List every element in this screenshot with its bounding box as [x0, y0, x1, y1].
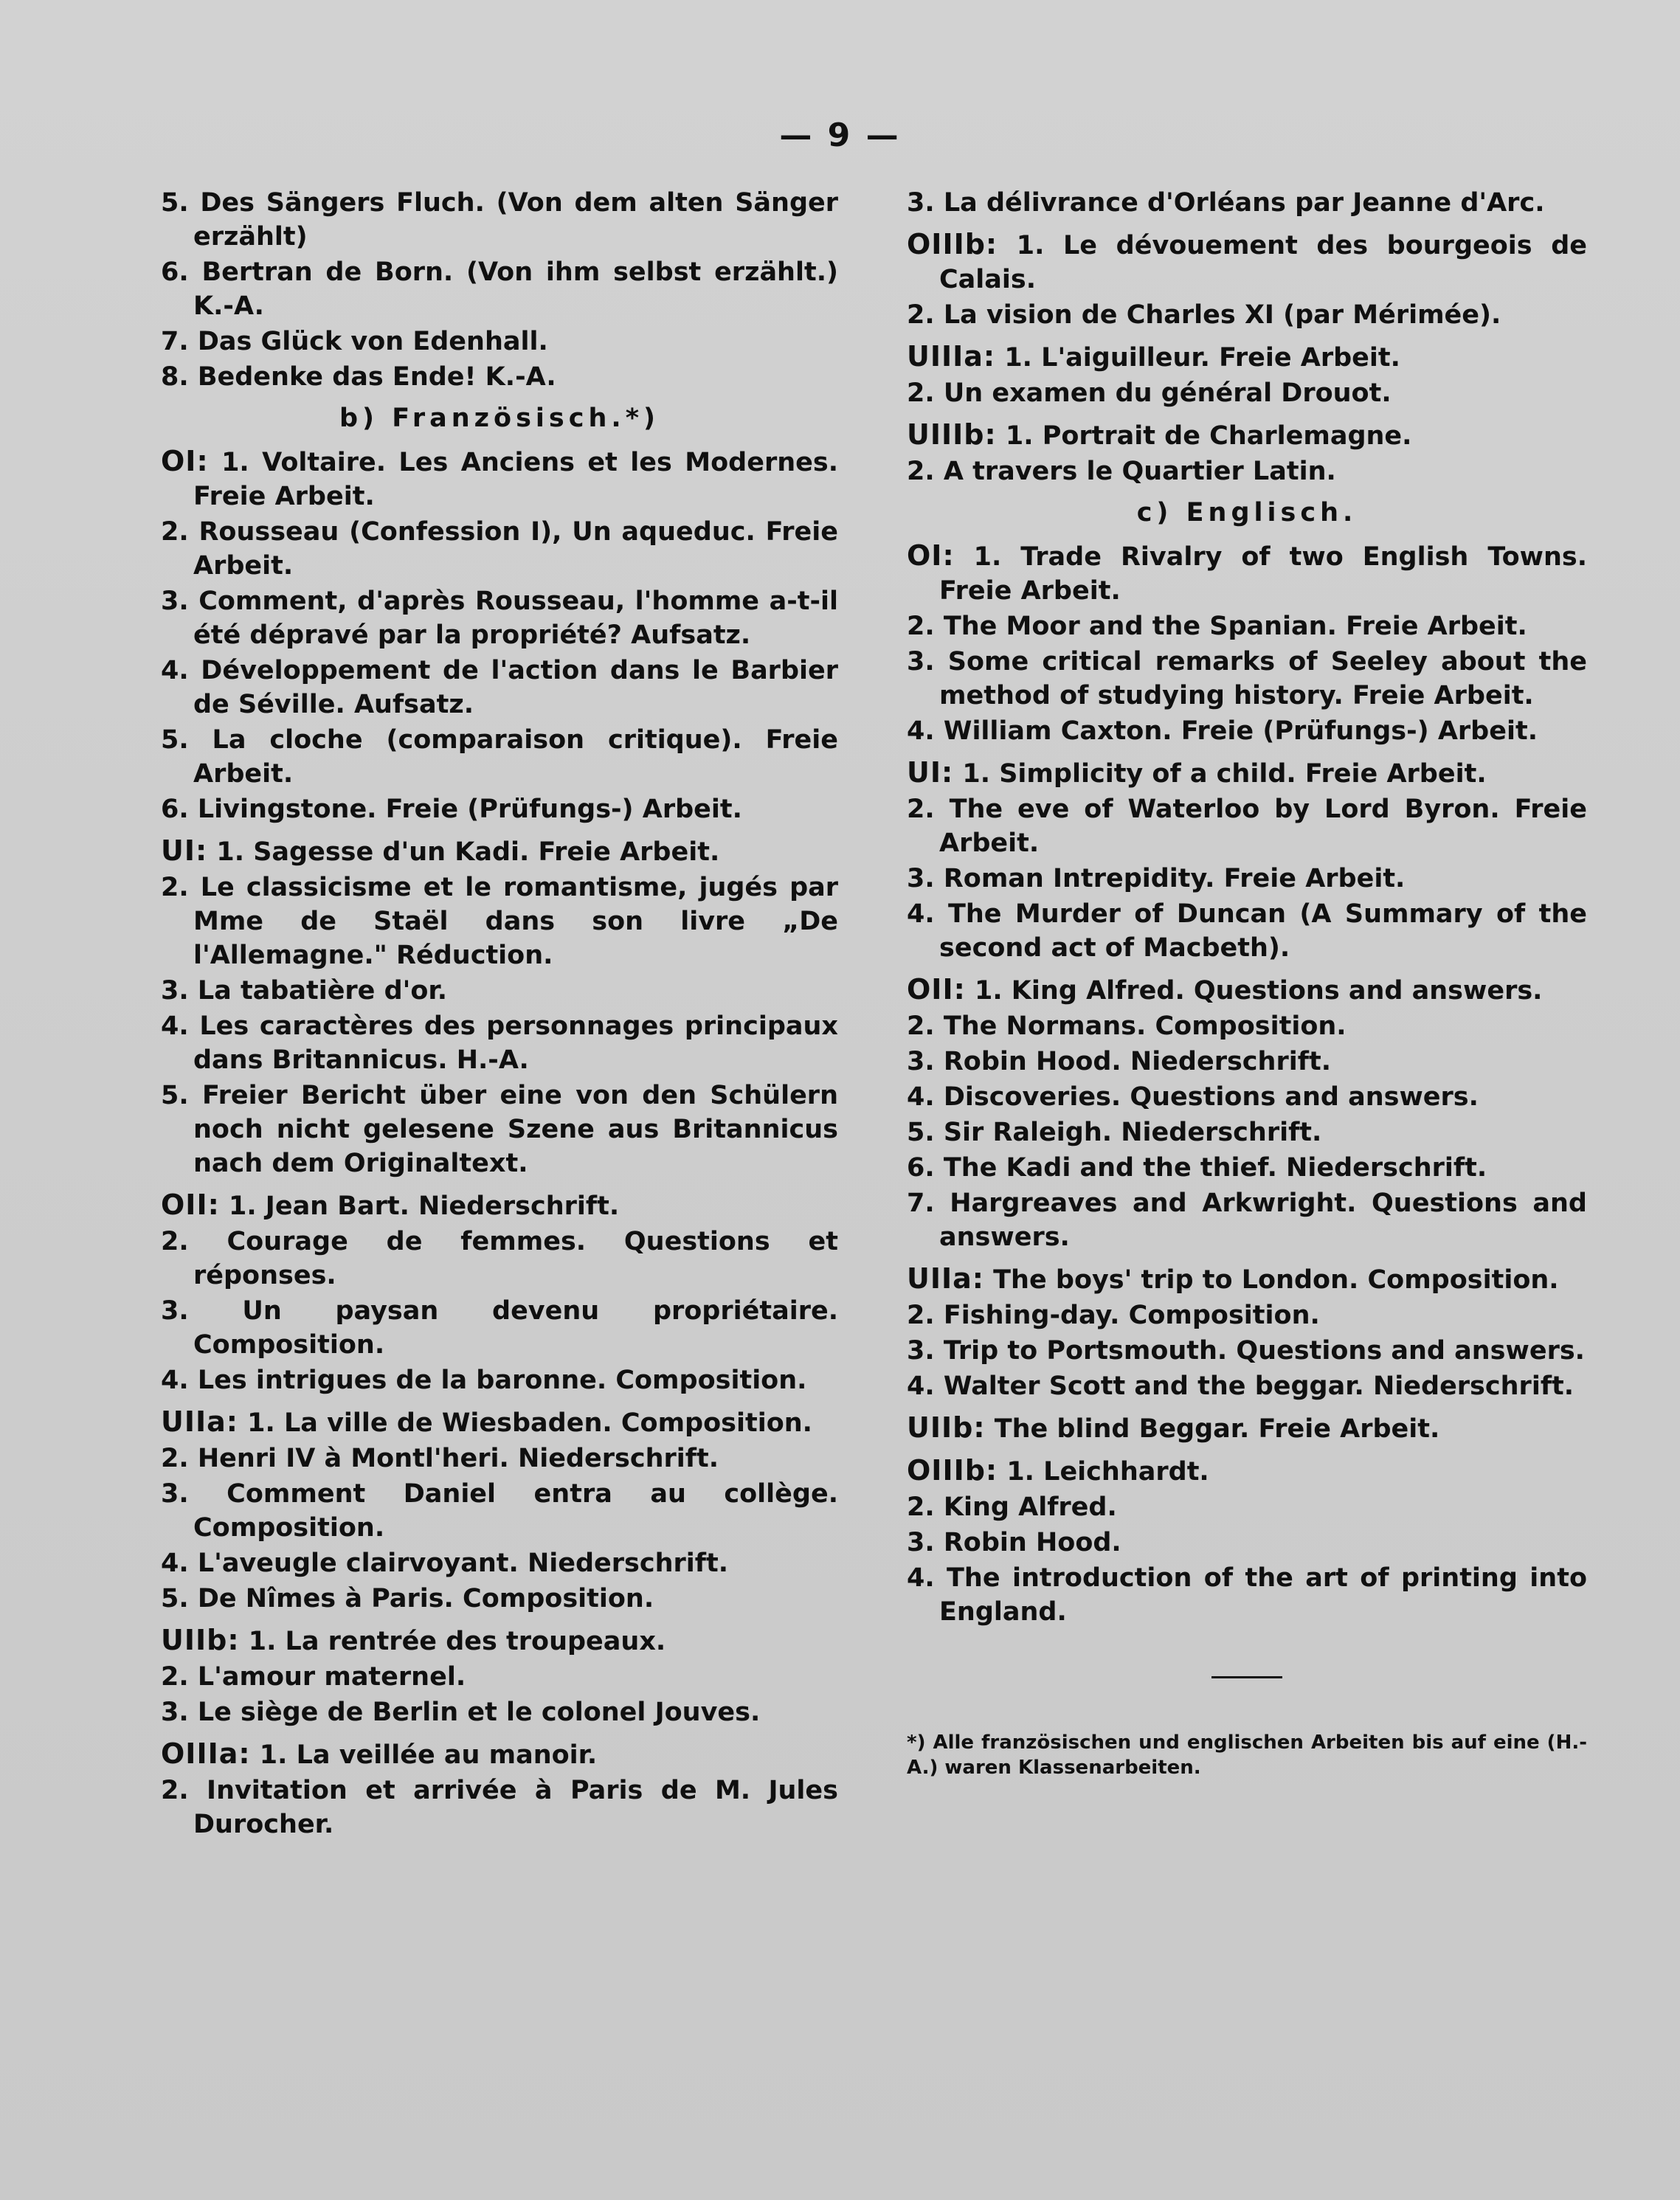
list-item: 2. Le classicisme et le romantisme, jugés par Mme de Staël dans son livre „De l'Allemagne." Réduction.	[161, 873, 838, 970]
footnote: *) Alle französischen und englischen Arbeiten bis auf eine (H.-A.) waren Klassenarbeiten.	[907, 1732, 1587, 1779]
list-item: 2. The eve of Waterloo by Lord Byron. Freie Arbeit.	[907, 795, 1587, 858]
left-column	[161, 186, 838, 1843]
list-item: 1. Jean Bart. Niederschrift.	[228, 1191, 620, 1221]
list-item: 4. Les caractères des personnages principaux dans Britannicus. H.-A.	[161, 1011, 838, 1075]
list-item: 4. Développement de l'action dans le Barbier de Séville. Aufsatz.	[161, 656, 838, 719]
list-item: 3. Le siège de Berlin et le colonel Jouves.	[161, 1698, 761, 1727]
class-label: OIIIa:	[161, 1737, 251, 1770]
class-label: UIIa:	[907, 1262, 984, 1295]
list-item: 6. The Kadi and the thief. Niederschrift.	[907, 1153, 1487, 1183]
class-section-OII-french	[161, 1188, 838, 1397]
class-label: OI:	[161, 445, 209, 477]
list-item: 3. Roman Intrepidity. Freie Arbeit.	[907, 864, 1406, 893]
class-section-OII-english	[907, 972, 1587, 1254]
class-section-UIIIa-french	[907, 339, 1587, 410]
class-label: UIIIa:	[907, 340, 996, 373]
list-item: 6. Livingstone. Freie (Prüfungs-) Arbeit.	[161, 795, 742, 824]
page-number: — 9 —	[779, 117, 901, 154]
list-item: 3. Robin Hood.	[907, 1528, 1121, 1557]
class-label: UI:	[161, 834, 208, 867]
list-item: 4. The Murder of Duncan (A Summary of the second act of Macbeth).	[907, 899, 1587, 963]
list-item: 6. Bertran de Born. (Von ihm selbst erzählt.) K.-A.	[161, 257, 838, 321]
list-item: 3. Un paysan devenu propriétaire. Composition.	[161, 1296, 838, 1360]
class-label: UI:	[907, 756, 954, 789]
list-item: 5. Sir Raleigh. Niederschrift.	[907, 1118, 1322, 1147]
list-item: 5. La cloche (comparaison critique). Freie Arbeit.	[161, 725, 838, 789]
class-label: OI:	[907, 539, 955, 572]
list-item: 2. The Normans. Composition.	[907, 1011, 1347, 1041]
list-item: 4. William Caxton. Freie (Prüfungs-) Arbeit.	[907, 716, 1538, 746]
list-item: 4. The introduction of the art of printing into England.	[907, 1563, 1587, 1627]
separator-rule	[1211, 1676, 1282, 1678]
list-item: 3. Comment Daniel entra au collège. Composition.	[161, 1479, 838, 1543]
list-item: 1. L'aiguilleur. Freie Arbeit.	[1004, 343, 1400, 373]
class-section-OIIIb-french	[907, 227, 1587, 332]
class-label: OIIIb:	[907, 1454, 998, 1487]
list-item: 1. La ville de Wiesbaden. Composition.	[247, 1408, 812, 1438]
list-item: The boys' trip to London. Composition.	[993, 1265, 1559, 1295]
list-item: 4. Walter Scott and the beggar. Niederschrift.	[907, 1371, 1574, 1401]
class-label: UIIb:	[907, 1411, 986, 1444]
class-section-OIIIa-french	[161, 1737, 838, 1841]
list-item: 2. Rousseau (Confession I), Un aqueduc. Freie Arbeit.	[161, 517, 838, 581]
list-item: 2. The Moor and the Spanian. Freie Arbeit.	[907, 612, 1527, 641]
list-item: 1. Le dévouement des bourgeois de Calais.	[939, 231, 1588, 294]
list-item: 2. Un examen du général Drouot.	[907, 378, 1392, 408]
list-item: 3. Trip to Portsmouth. Questions and answers.	[907, 1336, 1585, 1366]
list-item: 4. L'aveugle clairvoyant. Niederschrift.	[161, 1549, 729, 1578]
class-section-UIIa-english	[907, 1262, 1587, 1403]
list-item: 3. Some critical remarks of Seeley about the method of studying history. Freie Arbeit.	[907, 647, 1587, 710]
list-item: 2. A travers le Quartier Latin.	[907, 457, 1336, 486]
class-section-OI-french	[161, 444, 838, 826]
list-item: 4. Les intrigues de la baronne. Composition.	[161, 1366, 807, 1395]
section-heading-english: c) Englisch.	[1136, 498, 1358, 527]
class-section-UIIIb-french	[907, 418, 1587, 488]
list-item: 5. Des Sängers Fluch. (Von dem alten Sänger erzählt)	[161, 188, 838, 252]
list-item: 3. Comment, d'après Rousseau, l'homme a-t-il été dépravé par la propriété? Aufsatz.	[161, 587, 838, 650]
list-item: The blind Beggar. Freie Arbeit.	[994, 1414, 1440, 1444]
list-item: 4. Discoveries. Questions and answers.	[907, 1082, 1479, 1112]
class-label: OII:	[161, 1189, 220, 1221]
class-label: OIIIb:	[907, 228, 998, 260]
list-item: 2. Courage de femmes. Questions et réponses.	[161, 1227, 838, 1290]
list-item: 1. Voltaire. Les Anciens et les Modernes. Freie Arbeit.	[193, 448, 838, 511]
class-label: UIIIb:	[907, 418, 997, 451]
list-item: 1. Simplicity of a child. Freie Arbeit.	[962, 759, 1487, 789]
list-item: 7. Hargreaves and Arkwright. Questions and answers.	[907, 1189, 1587, 1252]
list-item: 1. Portrait de Charlemagne.	[1005, 421, 1412, 451]
list-item: 1. La veillée au manoir.	[259, 1740, 598, 1770]
list-item: 2. Fishing-day. Composition.	[907, 1301, 1320, 1330]
class-section-OIIIb-english	[907, 1453, 1587, 1629]
class-label: UIIa:	[161, 1405, 238, 1438]
class-section-UIIb-french	[161, 1623, 838, 1729]
class-section-UIIb-english	[907, 1411, 1587, 1446]
list-item: 3. Robin Hood. Niederschrift.	[907, 1047, 1331, 1076]
list-item: 5. Freier Bericht über eine von den Schülern noch nicht gelesene Szene aus Britannicus nach dem Originaltext.	[161, 1081, 838, 1178]
list-item: 2. Invitation et arrivée à Paris de M. Jules Durocher.	[161, 1776, 838, 1839]
list-item: 1. Leichhardt.	[1006, 1457, 1209, 1487]
section-heading-french: b) Französisch.*)	[339, 404, 660, 433]
list-item: 8. Bedenke das Ende! K.-A.	[161, 362, 556, 392]
class-label: UIIb:	[161, 1624, 240, 1656]
list-item: 3. La tabatière d'or.	[161, 976, 447, 1006]
list-item: 1. Trade Rivalry of two English Towns. Freie Arbeit.	[939, 542, 1587, 606]
class-section-UI-english	[907, 755, 1587, 965]
list-item: 2. King Alfred.	[907, 1492, 1117, 1522]
class-section-OI-english	[907, 539, 1587, 748]
list-item: 7. Das Glück von Edenhall.	[161, 327, 548, 356]
class-section-UIIa-french	[161, 1405, 838, 1616]
list-item: 1. La rentrée des troupeaux.	[248, 1627, 666, 1656]
list-item: 2. Henri IV à Montl'heri. Niederschrift.	[161, 1444, 719, 1473]
list-item: 2. L'amour maternel.	[161, 1662, 466, 1692]
list-item: 1. King Alfred. Questions and answers.	[974, 976, 1543, 1006]
list-item: 1. Sagesse d'un Kadi. Freie Arbeit.	[216, 837, 720, 867]
list-item: 5. De Nîmes à Paris. Composition.	[161, 1584, 654, 1613]
class-label: OII:	[907, 973, 966, 1006]
right-column	[907, 186, 1587, 1782]
list-item: 3. La délivrance d'Orléans par Jeanne d'Arc.	[907, 188, 1545, 218]
list-item: 2. La vision de Charles XI (par Mérimée).	[907, 300, 1501, 330]
class-section-UI-french	[161, 834, 838, 1180]
